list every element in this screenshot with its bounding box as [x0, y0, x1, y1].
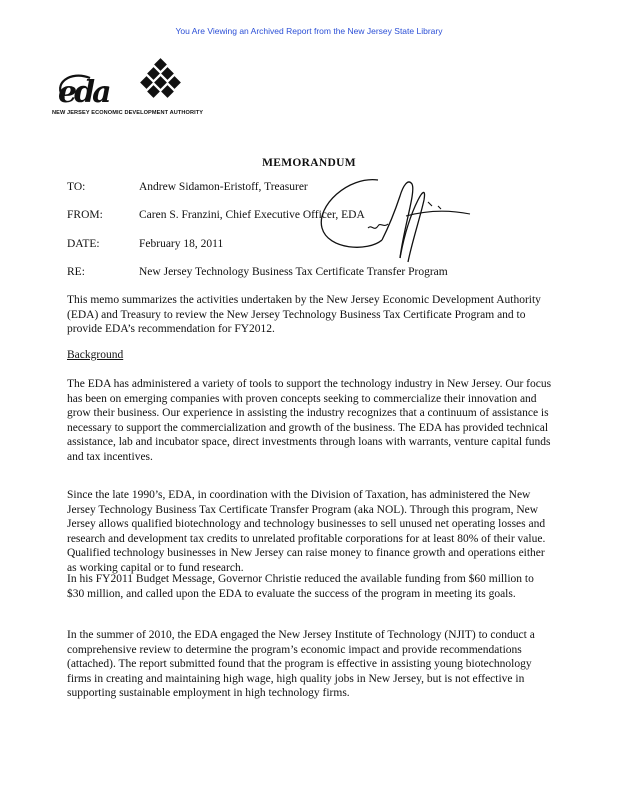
background-heading: Background — [67, 349, 124, 361]
date-value: February 18, 2011 — [139, 238, 224, 250]
intro-paragraph: This memo summarizes the activities undertaken by the New Jersey Economic Development Authority (EDA) and Treasury to review the New Jersey Technology Business Tax Certificate Program and to provide EDA’s recommendation for FY2012. — [67, 294, 541, 335]
svg-text:eda: eda — [58, 75, 109, 110]
handwritten-signature — [308, 166, 478, 276]
memo-title: MEMORANDUM — [262, 157, 356, 169]
from-label: FROM: — [67, 209, 103, 221]
re-value: New Jersey Technology Business Tax Certificate Transfer Program — [139, 266, 448, 278]
background-paragraph-1: The EDA has administered a variety of tools to support the technology industry in New Jersey. Our focus has been on emerging companies with proven concepts seeking to commercialize their innovation and grow their business. Our experience in assisting the industry recognizes that a continuum of assistance is necessary to support the commercialization and growth of the business. The EDA has provided technical assistance, lab and incubator space, direct investments through loans with warrants, venture capital funds and tax incentives. — [67, 378, 552, 463]
date-label: DATE: — [67, 238, 100, 250]
to-value: Andrew Sidamon-Eristoff, Treasurer — [139, 181, 308, 193]
background-paragraph-2: Since the late 1990’s, EDA, in coordination with the Division of Taxation, has administered the New Jersey Technology Business Tax Certificate Transfer Program (aka NOL). Through this program, New Jersey allows qualified biotechnology and technology businesses to sell unused net operating losses and research and development tax credits to unrelated profitable corporations for at least 80% of their value. Qualified technology businesses in New Jersey can raise money to finance growth and operations either as working capital or to fund research. — [67, 489, 546, 574]
re-label: RE: — [67, 266, 85, 278]
logo-tagline: NEW JERSEY ECONOMIC DEVELOPMENT AUTHORITY — [52, 110, 204, 116]
eda-logo — [50, 56, 280, 126]
from-value: Caren S. Franzini, Chief Executive Officer, EDA — [139, 209, 365, 221]
eda-logo-mark — [50, 56, 200, 110]
background-paragraph-3: In his FY2011 Budget Message, Governor Christie reduced the available funding from $60 million to $30 million, and called upon the EDA to evaluate the success of the program in meeting its goals. — [67, 573, 534, 600]
to-label: TO: — [67, 181, 86, 193]
archive-banner: You Are Viewing an Archived Report from the New Jersey State Library — [175, 26, 443, 36]
background-paragraph-4: In the summer of 2010, the EDA engaged the New Jersey Institute of Technology (NJIT) to conduct a comprehensive review to determine the program’s economic impact and provide recommendations (attached). The report submitted found that the program is effective in assisting young biotechnology firms in creating and maintaining high wage, high quality jobs in New Jersey, but is not effective in supporting sustainable employment in high technology firms. — [67, 629, 535, 699]
